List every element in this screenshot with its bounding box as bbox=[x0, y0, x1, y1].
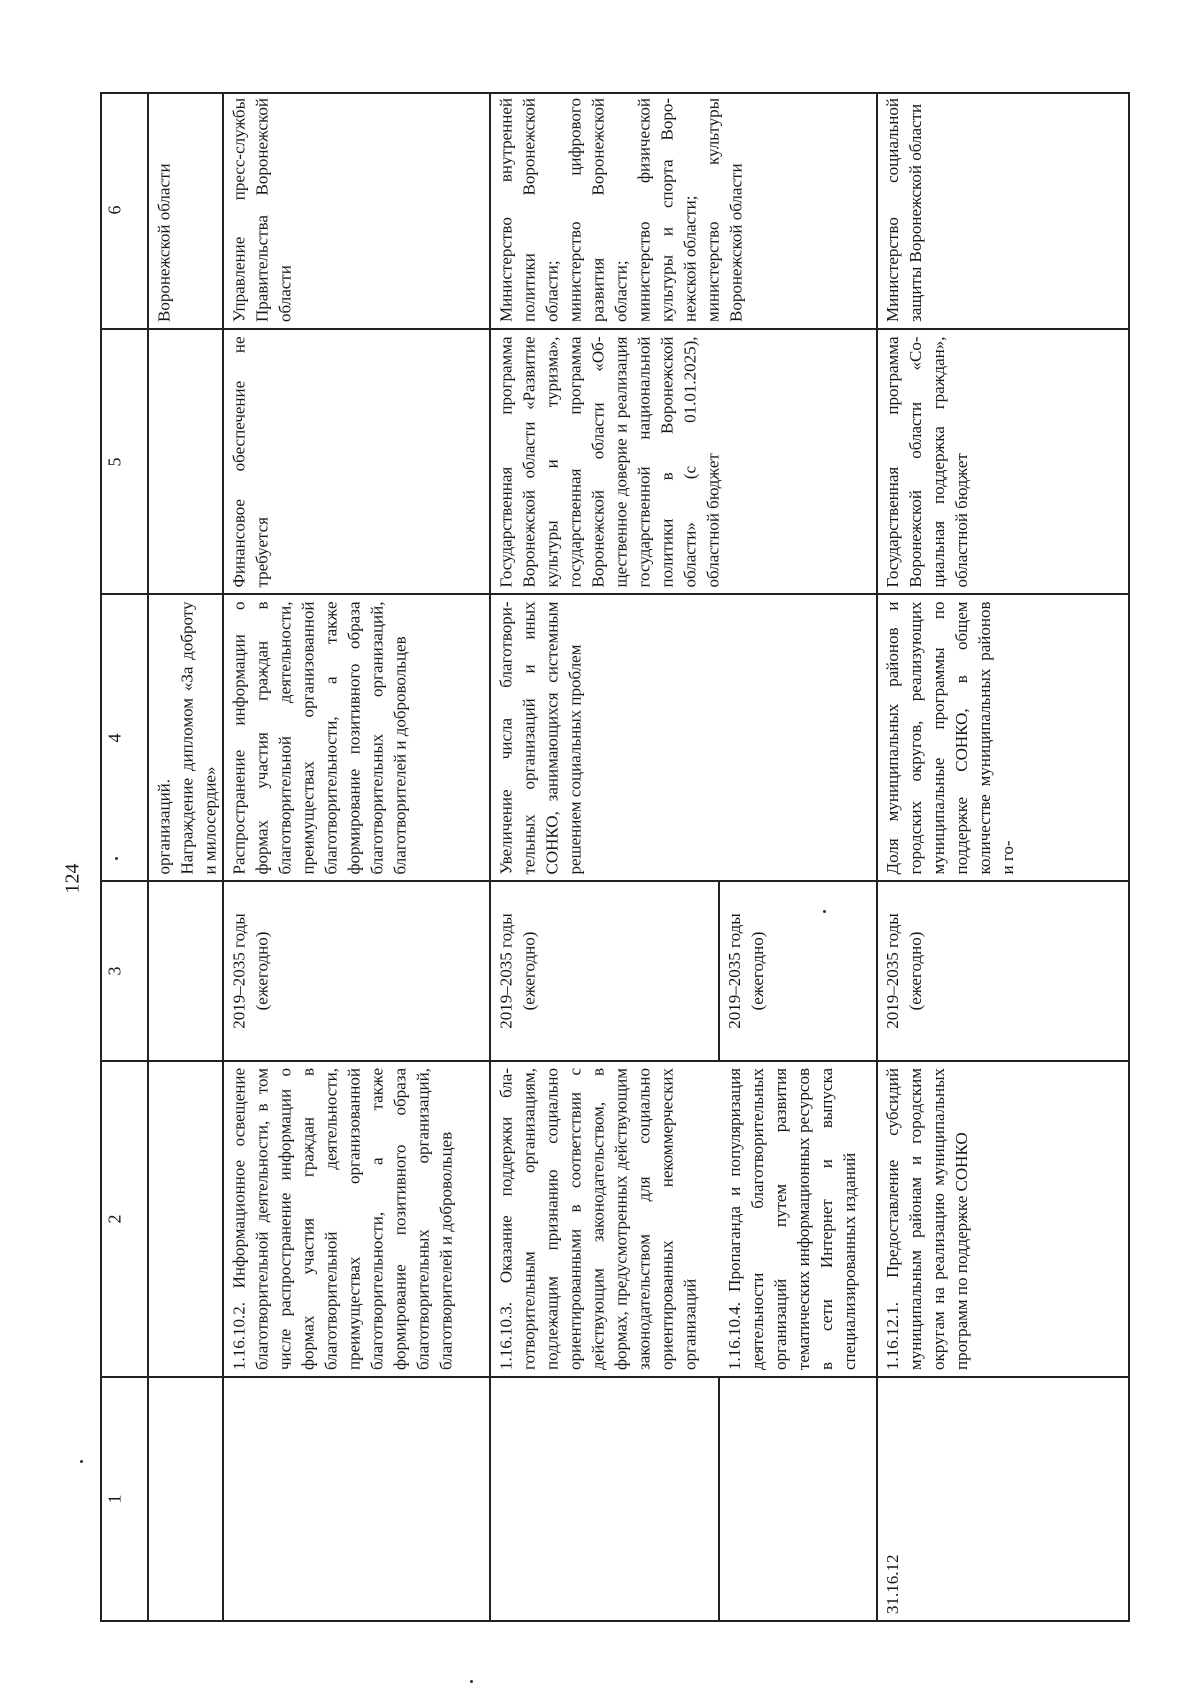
scan-speck bbox=[470, 1680, 473, 1683]
row4-col5: Государственная программа Воронежской области «Социальная поддержка граждан», областной бюджет bbox=[883, 336, 971, 587]
row2-col4: Увеличение числа благотворительных организаций и иных СОНКО, занимающихся системным решением социальных проблем bbox=[496, 601, 584, 874]
scan-speck bbox=[823, 910, 826, 913]
header-cell-1: 1 bbox=[104, 1494, 124, 1504]
row2-col3: 2019–2035 годы (ежегодно) bbox=[496, 913, 538, 1029]
row1-col4: Распространение информации о формах участия граждан в благотворительной деятельности, преимуществах организованной благотворительности, а также формирование позитивного образа благотворительных организаций, благотворителей и добровольцев bbox=[229, 601, 409, 874]
row1-col6: Управление пресс-службы Правительства Воронежской области bbox=[229, 98, 294, 322]
page-number: 124 bbox=[61, 863, 84, 893]
row0-col4: организаций. Награждение дипломом «За доброту и милосердие» bbox=[154, 601, 219, 874]
row4-col6: Министерство социальной защиты Воронежской области bbox=[883, 98, 925, 322]
row2-col2: 1.16.10.3. Оказание поддержки благотворительным организациям, подлежащим признанию социально ориентированными в соответствии с действующим законодательством, в формах, предусмотренных действующим законодательством для социально ориентированных некоммерческих организаций bbox=[496, 1068, 699, 1370]
row2-col5: Государственная программа Воронежской области «Развитие культуры и туризма», государственная программа Воронежской области «Общественное доверие и реализация государственной национальной политики в Воронежской области» (с 01.01.2025), областной бюджет bbox=[496, 336, 722, 587]
header-cell-5: 5 bbox=[104, 457, 124, 466]
header-cell-4: 4 bbox=[104, 733, 124, 742]
header-cell-2: 2 bbox=[104, 1214, 124, 1224]
scan-speck bbox=[115, 857, 118, 860]
row0-col6: Воронежской области bbox=[154, 163, 173, 322]
header-cell-6: 6 bbox=[104, 205, 124, 215]
header-cell-3: 3 bbox=[104, 966, 124, 976]
row4-col4: Доля муниципальных районов и городских округов, реализующих муниципальные программы по поддержке СОНКО, в общем количестве муниципальных районов и го- bbox=[883, 601, 1017, 874]
row4-col1: 31.16.12 bbox=[883, 1554, 902, 1614]
row4-col2: 1.16.12.1. Предоставление субсидий муниципальным районам и городским округам на реализацию муниципальных программ по поддержке СОНКО bbox=[883, 1068, 971, 1370]
row3-col3: 2019–2035 годы (ежегодно) bbox=[725, 913, 767, 1029]
row1-col2: 1.16.10.2. Информационное освещение благотворительной деятельности, в том числе распространение информации о формах участия граждан в благотворительной деятельности, преимуществах организованной благотворительности, а также формирование позитивного образа благотворительных организаций, благотворителей и добровольцев bbox=[229, 1068, 455, 1370]
row2-col6: Министерство внутренней политики Воронежской области; министерство цифрового развития Воронежской области; министерство физической культуры и спорта Воронежской области; министерство культуры Воронежской области bbox=[496, 98, 745, 322]
row1-col5: Финансовое обеспечение не требуется bbox=[229, 336, 271, 587]
row4-col3: 2019–2035 годы (ежегодно) bbox=[883, 913, 925, 1029]
scan-speck bbox=[80, 1460, 83, 1463]
row1-col3: 2019–2035 годы (ежегодно) bbox=[229, 913, 271, 1029]
row3-col2: 1.16.10.4. Пропаганда и популяризация деятельности благотворительных организаций путем развития тематических информационных ресурсов в сети Интернет и выпуска специализированных изданий bbox=[725, 1068, 859, 1370]
